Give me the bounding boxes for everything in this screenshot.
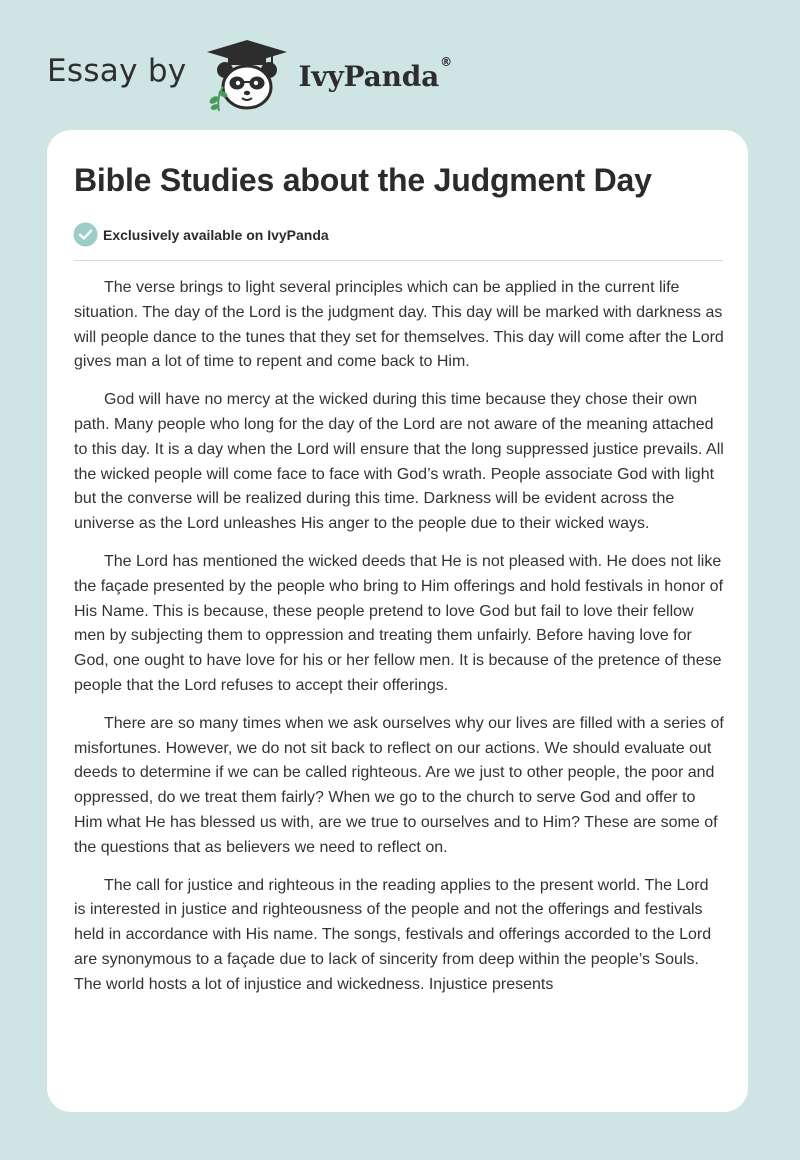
paragraph: God will have no mercy at the wicked during this time because they chose their own path. Many people who long for the day of the Lord are not aware of the meaning attached to this day. It is a day when the Lord will ensure that the long suppressed justice prevails. All the wicked people will come face to face with God’s wrath. People associate God with light but the converse will be realized during this time. Darkness will be evident across the universe as the Lord unleashes His anger to the people due to their wicked ways. (74, 391, 724, 533)
exclusive-label: Exclusively available on IvyPanda (103, 226, 329, 243)
paragraph: The Lord has mentioned the wicked deeds that He is not pleased with. He does not like the façade presented by the people who bring to Him offerings and hold festivals in honor of His Name. This is because, these people pretend to love God but fail to love their fellow men by subjecting them to oppression and treating them unfairly. Before having love for God, one ought to have love for his or her fellow men. It is because of the pretence of these people that the Lord refuses to accept their offerings. (74, 552, 724, 694)
brand-name[interactable]: IvyPanda (298, 59, 440, 93)
paragraph: The call for justice and righteous in the reading applies to the present world. The Lord is interested in justice and righteousness of the people and not the offerings and festivals held in accordance with His name. The songs, festivals and offerings accorded to the Lord are synonymous to a façade due to lack of sincerity from deep within the people’s Souls. The world hosts a lot of injustice and wickedness. Injustice presents (74, 876, 712, 993)
exclusive-badge (73, 222, 329, 247)
check-circle-icon (73, 222, 98, 247)
divider (74, 260, 723, 261)
paragraph: There are so many times when we ask ourselves why our lives are filled with a series of misfortunes. However, we do not sit back to reflect on our actions. We should evaluate out deeds to determine if we can be called righteous. Are we just to other people, the poor and oppressed, do we treat them fairly? When we go to the church to serve God and offer to Him what He has blessed us with, are we true to ourselves and to Him? These are some of the questions that as believers we need to reflect on. (74, 714, 724, 856)
registered-mark: ® (440, 55, 453, 69)
essay-by-label: Essay by (47, 53, 187, 89)
essay-card (47, 130, 748, 1112)
site-header (47, 35, 452, 115)
article-body (74, 276, 724, 1011)
page-title: Bible Studies about the Judgment Day (74, 162, 652, 198)
paragraph: The verse brings to light several principles which can be applied in the current life situation. The day of the Lord is the judgment day. This day will be marked with darkness as will people dance to the tunes that they set for themselves. This day will come after the Lord gives man a lot of time to repent and come back to Him. (74, 279, 724, 371)
panda-graduate-logo-icon[interactable] (201, 37, 293, 113)
